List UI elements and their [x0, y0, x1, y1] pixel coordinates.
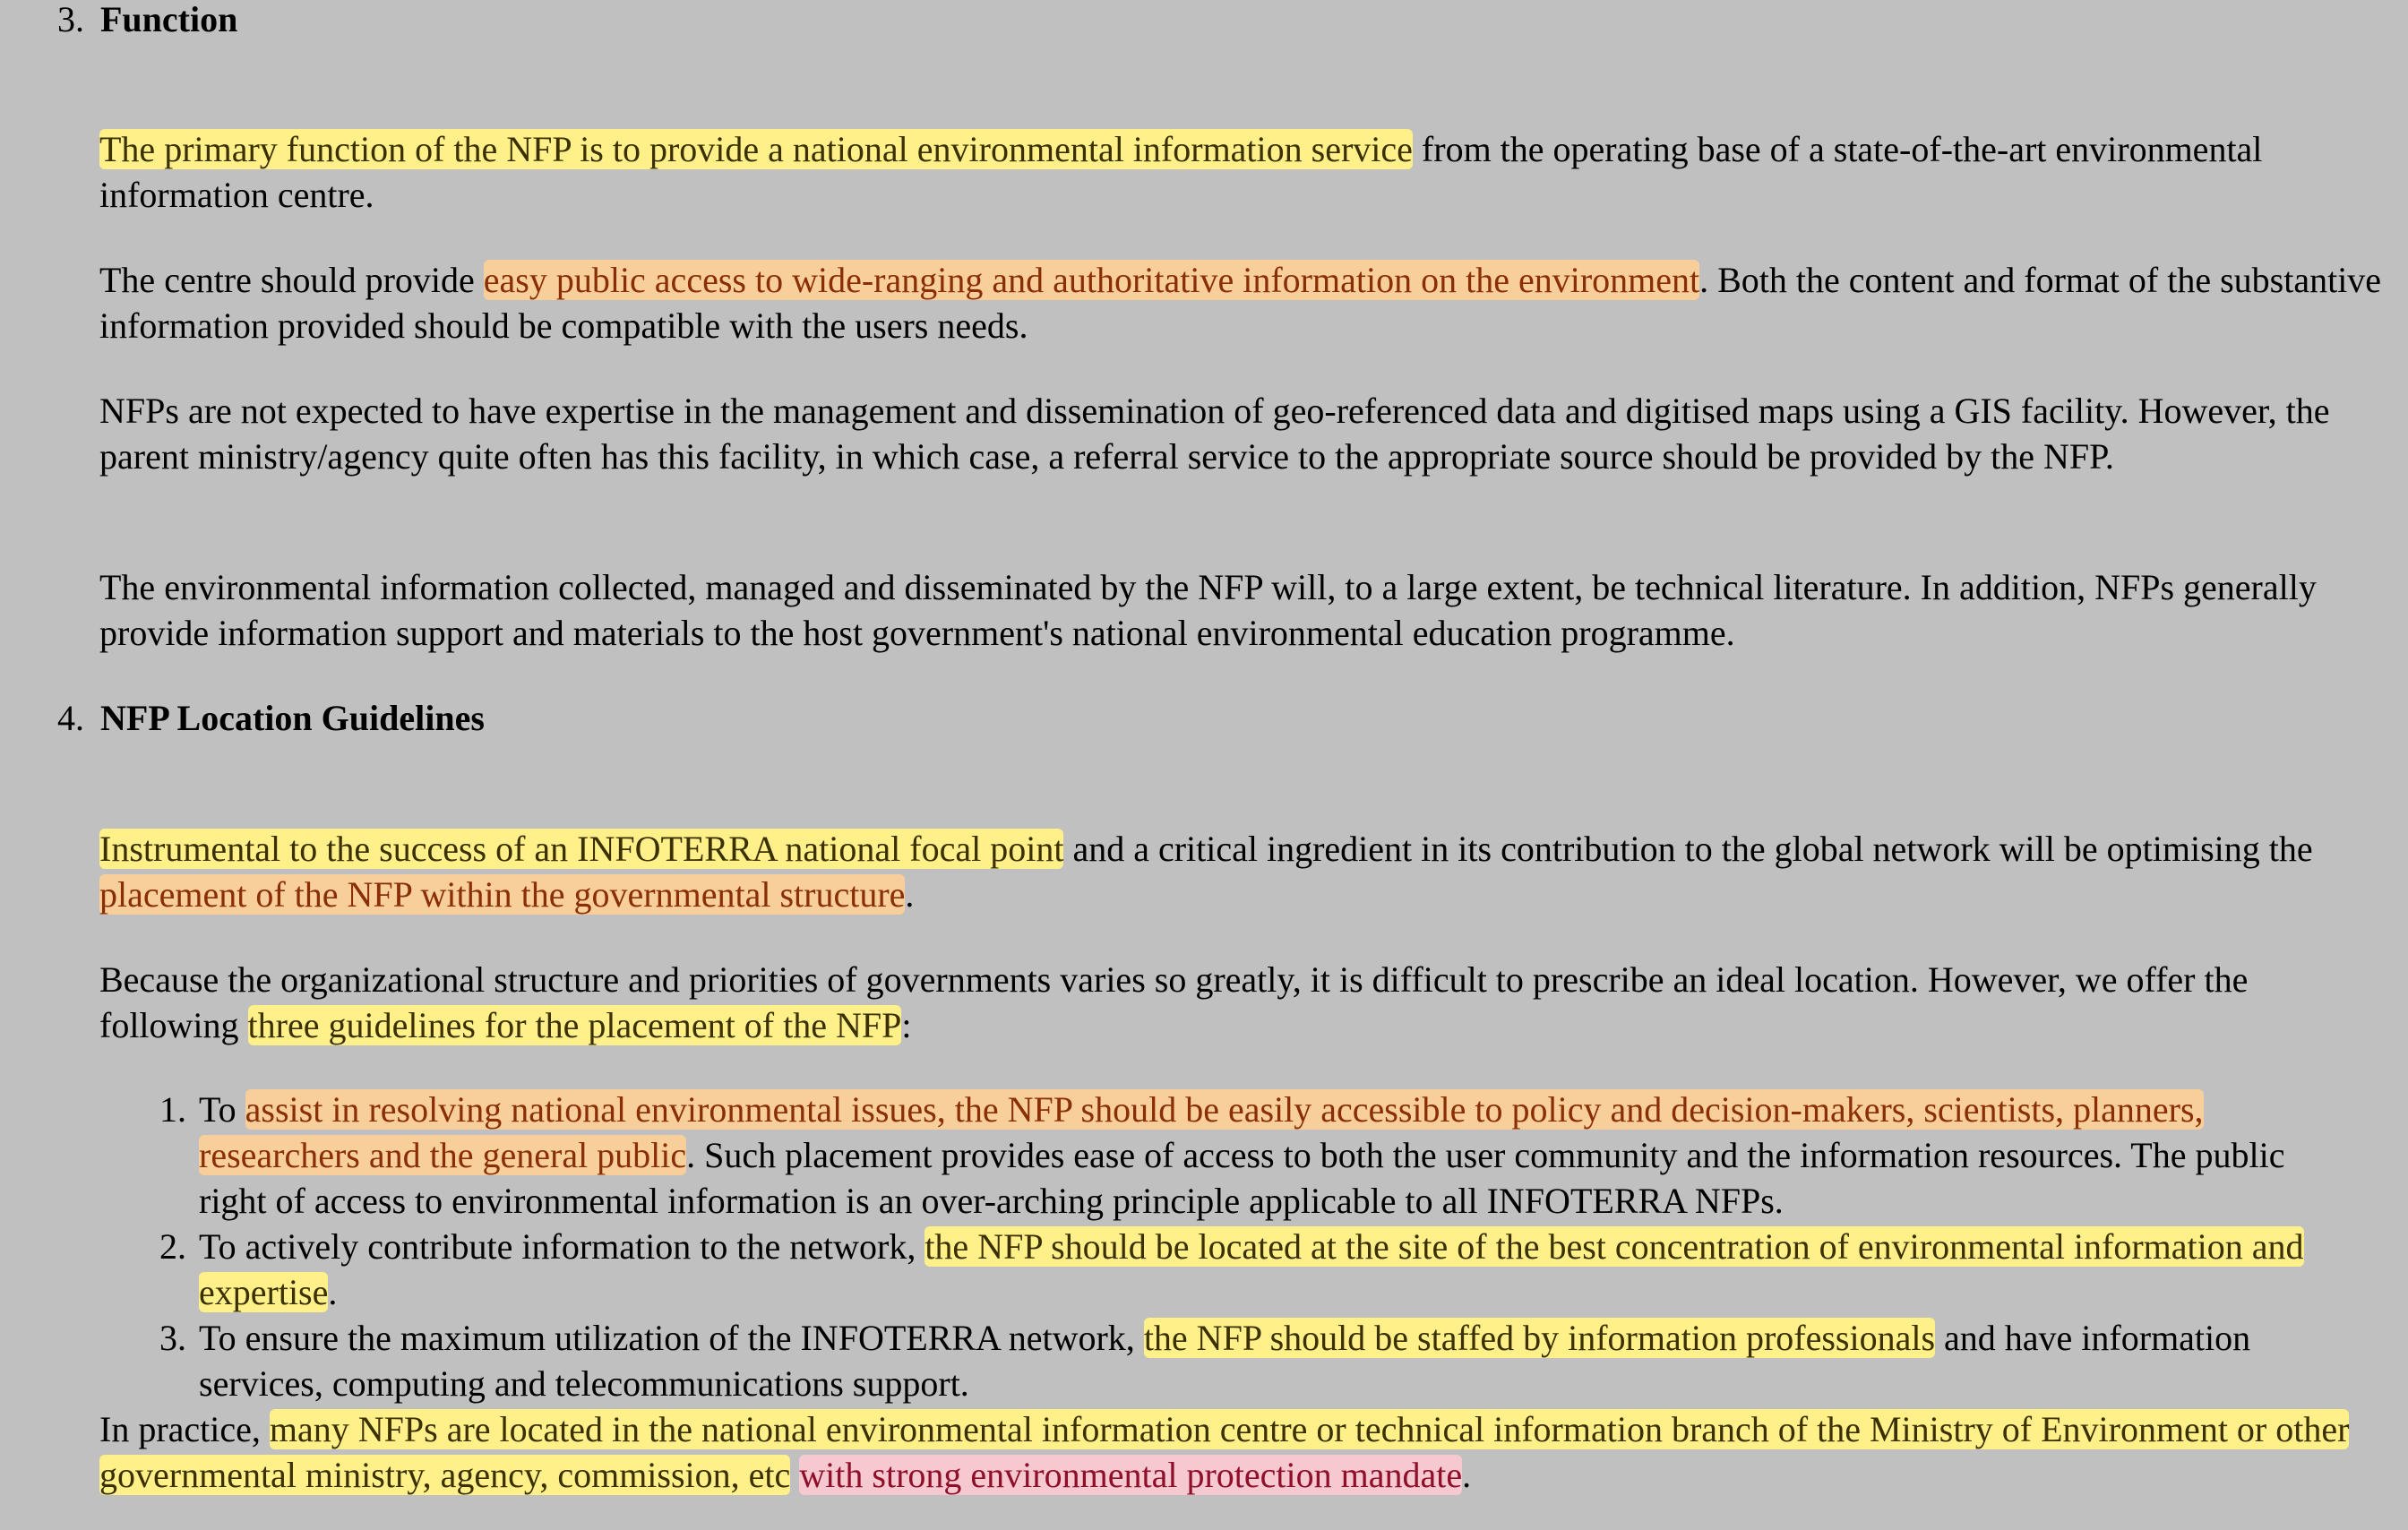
guidelines-list [0, 1087, 2408, 1406]
section-3-paragraph-1 [99, 126, 2393, 218]
highlight-many-nfps[interactable]: many NFPs are located in the national environmental information centre or technical information branch of the Ministry of Environment or other governmental ministry, agency, commission, etc [99, 1409, 2350, 1495]
paragraph-text: and have information services, computing and telecommunications support. [199, 1318, 2251, 1404]
paragraph-text: from the operating base of a state-of-the-art environmental information centre. [99, 129, 2263, 215]
paragraph-text: . Such placement provides ease of access to both the user community and the information resources. The public right of access to environmental information is an over-arching principle applicable to all INFOTERRA NFPs. [199, 1135, 2285, 1221]
paragraph-text: Because the organizational structure and priorities of governments varies so greatly, it is difficult to prescribe an ideal location. However, we offer the following [99, 959, 2249, 1045]
paragraph-text: and a critical ingredient in its contribution to the global network will be optimising the [1063, 829, 2313, 869]
practice-paragraph [99, 1406, 2393, 1498]
paragraph-text: In practice, [99, 1409, 270, 1449]
section-3-paragraph-2 [99, 257, 2393, 348]
section-3-heading [57, 0, 237, 41]
section-3-title: Function [100, 0, 238, 39]
guideline-item [0, 1315, 2349, 1406]
highlight-best-concentration[interactable]: the NFP should be located at the site of the best concentration of environmental information and expertise [199, 1226, 2304, 1312]
guideline-item [0, 1224, 2349, 1315]
section-4-number: 4. [57, 698, 84, 738]
list-number: 3. [159, 1318, 186, 1358]
guideline-item [0, 1087, 2349, 1224]
list-number: 1. [159, 1089, 186, 1130]
highlight-instrumental-success[interactable]: Instrumental to the success of an INFOTERRA national focal point [99, 829, 1064, 869]
highlight-protection-mandate[interactable]: with strong environmental protection mandate [799, 1455, 1463, 1495]
paragraph-text: . Both the content and format of the substantive information provided should be compatible with the users needs. [99, 260, 2382, 346]
section-4-heading [57, 697, 485, 740]
highlight-three-guidelines[interactable]: three guidelines for the placement of the NFP [247, 1005, 902, 1045]
section-4-title: NFP Location Guidelines [100, 698, 485, 738]
paragraph-text: . [328, 1272, 338, 1312]
paragraph-text [790, 1455, 799, 1495]
section-3-paragraph-3: NFPs are not expected to have expertise in the management and dissemination of geo-referenced data and digitised maps using a GIS facility. However, the parent ministry/agency quite often has this facility, in which case, a referral service to the appropriate source should be provided by the NFP. [99, 391, 2330, 477]
section-4-paragraph-2 [99, 957, 2393, 1048]
paragraph-text: To actively contribute information to the network, [199, 1226, 925, 1267]
highlight-placement-structure[interactable]: placement of the NFP within the governmental structure [99, 874, 906, 915]
list-number: 2. [159, 1226, 186, 1267]
paragraph-text: . [1462, 1455, 1472, 1495]
section-3-paragraph-4: The environmental information collected, managed and disseminated by the NFP will, to a large extent, be technical literature. In addition, NFPs generally provide information support and materials to the host government's national environmental education programme. [99, 567, 2317, 653]
highlight-accessible-policy[interactable]: assist in resolving national environmental issues, the NFP should be easily accessible to policy and decision-makers, scientists, planners, researchers and the general public [199, 1089, 2204, 1175]
highlight-public-access[interactable]: easy public access to wide-ranging and authoritative information on the environment [483, 260, 1700, 300]
highlight-primary-function[interactable]: The primary function of the NFP is to provide a national environmental information service [99, 129, 1413, 169]
paragraph-text: The centre should provide [99, 260, 484, 300]
highlight-information-professionals[interactable]: the NFP should be staffed by information professionals [1143, 1318, 1936, 1358]
section-3-number: 3. [57, 0, 84, 39]
paragraph-text: : [901, 1005, 912, 1045]
paragraph-text: To [199, 1089, 245, 1130]
paragraph-text: . [905, 874, 915, 915]
paragraph-text: To ensure the maximum utilization of the INFOTERRA network, [199, 1318, 1144, 1358]
section-4-paragraph-1 [99, 826, 2393, 917]
